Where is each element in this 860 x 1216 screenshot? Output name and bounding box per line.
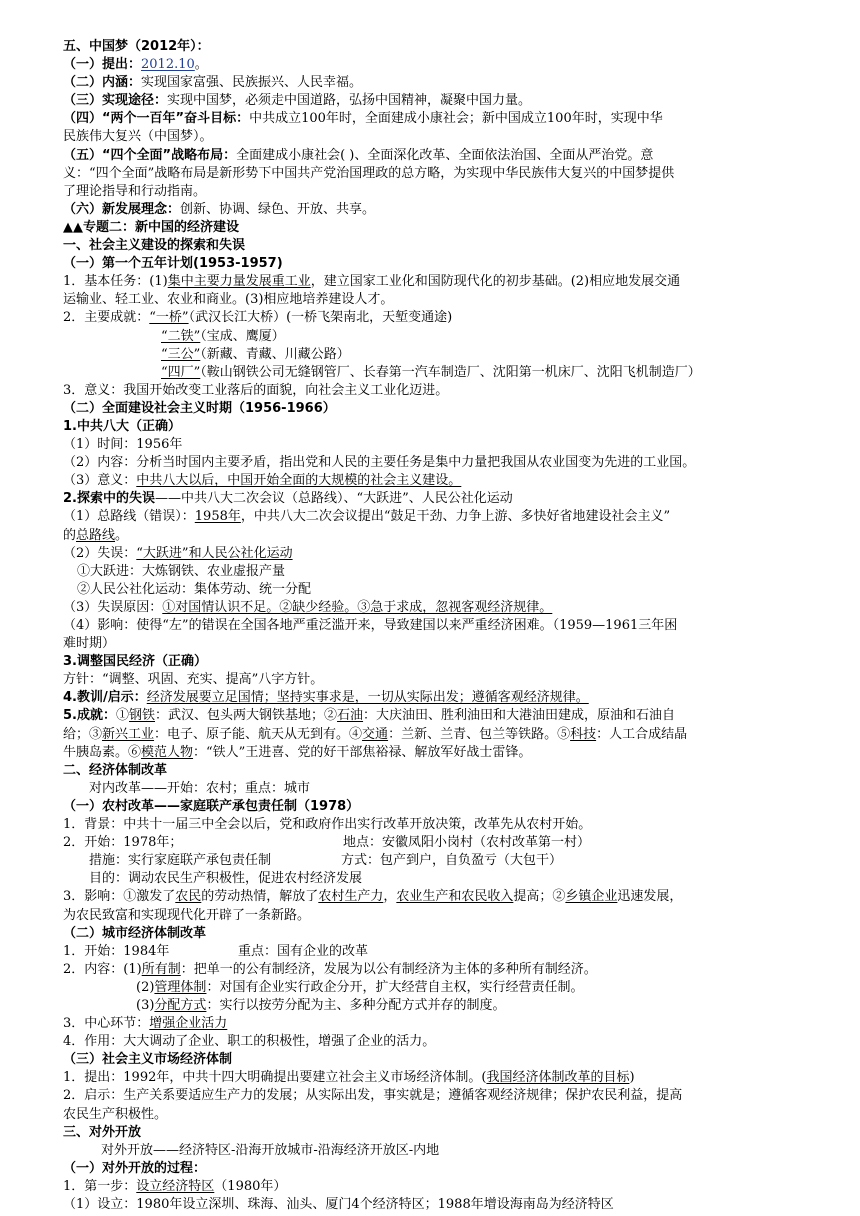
text-fragment: ① bbox=[115, 708, 129, 724]
text-fragment: 提高；② bbox=[513, 889, 566, 905]
reform-subtitle: 对内改革——开始：农村；重点：城市 bbox=[89, 780, 311, 796]
eighth-congress-title: 1.中共八大（正确） bbox=[63, 418, 181, 434]
text-fragment: ：对国有企业实行政企分开，扩大经营自主权，实行经营责任制。 bbox=[206, 979, 584, 995]
china-dream-path bbox=[63, 92, 803, 110]
text-fragment: （鞍山钢铁公司无缝钢管厂、长春第一汽车制造厂、沈阳第一机床厂、沈阳飞机制造厂） bbox=[200, 364, 701, 380]
item-label: （六）新发展理念： bbox=[63, 201, 181, 217]
eighth-congress-content: （2）内容：分析当时国内主要矛盾，指出党和人民的主要任务是集中力量把我国从农业国变为先进的工业国。 bbox=[63, 455, 696, 471]
text-fragment: 给；③ bbox=[63, 726, 103, 742]
text-fragment: 1．开始：1984年 bbox=[63, 943, 170, 959]
item-text: 全面建成小康社会( )、全面深化改革、全面依法治国、全面从严治党。意 bbox=[236, 147, 654, 163]
text-fragment: ：兰新、兰青、包兰等铁路。⑤ bbox=[388, 726, 571, 742]
mistakes-causes bbox=[63, 599, 803, 617]
item-label: （一）提出： bbox=[63, 57, 142, 73]
two-centenary-goals-cont: 民族伟大复兴（中国梦）。 bbox=[63, 129, 213, 145]
general-line-cont bbox=[63, 527, 803, 545]
four-comprehensives-cont: 义：“四个全面”战略布局是新形势下中国共产党治国理政的总方略，为实现中华民族伟大复兴的中国梦提供 bbox=[63, 165, 675, 181]
mistakes-title bbox=[63, 490, 803, 508]
text-fragment: （3）失误原因： bbox=[63, 599, 163, 615]
four-comprehensives-cont: 了理论指导和行动指南。 bbox=[63, 183, 207, 199]
text-fragment: ：“铁人”王进喜、党的好干部焦裕禄、解放军好战士雷锋。 bbox=[193, 744, 532, 760]
text-fragment: 增强企业活力 bbox=[149, 1016, 228, 1032]
opening-sez-established: （1）设立：1980年设立深圳、珠海、汕头、厦门4个经济特区；1988年增设海南岛为经济特区 bbox=[63, 1197, 614, 1212]
two-centenary-goals bbox=[63, 110, 803, 128]
rural-impact bbox=[63, 888, 803, 906]
text-fragment: 1．基本任务：(1) bbox=[63, 274, 168, 290]
urban-content-management bbox=[63, 979, 803, 997]
text-fragment: (2) bbox=[136, 979, 155, 995]
achievements-cont bbox=[63, 726, 803, 744]
text-fragment: 1958年 bbox=[194, 509, 241, 525]
proposed-date: 2012.10 bbox=[141, 57, 195, 73]
text-fragment: 。 bbox=[115, 527, 129, 543]
text-fragment: （1980年） bbox=[214, 1178, 287, 1194]
mistakes-impact: （4）影响：使得“左”的错误在全国各地严重泛滥开来，导致建国以来严重经济困难。（1959—1961三年困 bbox=[63, 618, 678, 633]
text-fragment: “四厂” bbox=[161, 364, 201, 380]
text-fragment: 中共八大以后，中国开始全面的大规模的社会主义建设。 bbox=[136, 473, 462, 489]
section-heading: 三、对外开放 bbox=[63, 1124, 142, 1140]
item-text: 中共成立100年时，全面建成小康社会；新中国成立100年时，实现中华 bbox=[249, 111, 663, 127]
text-fragment: ①对国情认识不足。②缺少经验。③急于求成，忽视客观经济规律。 bbox=[162, 599, 553, 615]
text-fragment: 所有制 bbox=[141, 961, 181, 977]
text-fragment: ：电子、原子能、航天从无到有。④ bbox=[154, 726, 363, 742]
text-fragment: 2．内容：(1) bbox=[63, 961, 142, 977]
rural-impact-cont: 为农民致富和实现现代化开辟了一条新路。 bbox=[63, 907, 311, 923]
opening-subtitle: 对外开放——经济特区-沿海开放城市-沿海经济开放区-内地 bbox=[101, 1142, 440, 1158]
text-fragment: 交通 bbox=[362, 726, 389, 742]
text-fragment: 农村生产力 bbox=[318, 889, 384, 905]
text-fragment: 钢铁 bbox=[129, 708, 156, 724]
text-fragment: ：武汉、包头两大钢铁基地；② bbox=[155, 708, 338, 724]
adjust-economy-policy: 方针：“调整、巩固、充实、提高”八字方针。 bbox=[63, 672, 324, 688]
great-leap-forward: ①大跃进：大炼钢铁、农业虚报产量 bbox=[77, 563, 286, 579]
item-label: （三）实现途径： bbox=[63, 93, 168, 109]
eighth-congress-time: （1）时间：1956年 bbox=[63, 437, 183, 453]
text-fragment: 3．中心环节： bbox=[63, 1016, 150, 1032]
opening-step-one bbox=[63, 1178, 803, 1196]
rural-start bbox=[63, 834, 803, 852]
market-lesson-cont: 农民生产积极性。 bbox=[63, 1106, 168, 1122]
text-fragment: 4.教训/启示： bbox=[63, 690, 147, 706]
subsection-heading: （一）第一个五年计划(1953-1957) bbox=[63, 256, 283, 272]
china-dream-proposed bbox=[63, 56, 803, 74]
urban-content-ownership bbox=[63, 961, 803, 979]
text-fragment: 1．提出：1992年，中共十四大明确提出要建立社会主义市场经济体制。( bbox=[63, 1070, 487, 1086]
text-fragment: ：把单一的公有制经济，发展为以公有制经济为主体的多种所有制经济。 bbox=[180, 961, 597, 977]
text-fragment: 。 bbox=[194, 57, 208, 73]
text-fragment: ) bbox=[629, 1070, 635, 1086]
text-fragment: 2.探索中的失误 bbox=[63, 491, 155, 507]
urban-core bbox=[63, 1015, 803, 1033]
fyp-achievement-factory bbox=[63, 364, 803, 382]
text-fragment: 模范人物 bbox=[141, 744, 194, 760]
text-fragment: 分配方式 bbox=[154, 997, 207, 1013]
peoples-commune: ②人民公社化运动：集体劳动、统一分配 bbox=[77, 581, 312, 597]
text-fragment: 措施：实行家庭联产承包责任制 bbox=[89, 853, 272, 869]
market-economy-title: （三）社会主义市场经济体制 bbox=[63, 1052, 233, 1068]
rural-background: 1．背景：中共十一届三中全会以后，党和政府作出实行改革开放决策，改革先从农村开始。 bbox=[63, 817, 592, 833]
rural-measures bbox=[63, 852, 803, 870]
item-text: 实现中国梦，必须走中国道路，弘扬中国精神，凝聚中国力量。 bbox=[167, 93, 532, 109]
text-fragment: ：人工合成结晶 bbox=[596, 726, 688, 742]
text-fragment: 迅速发展， bbox=[617, 889, 683, 905]
urban-effect: 4．作用：大大调动了企业、职工的积极性，增强了企业的活力。 bbox=[63, 1034, 436, 1050]
text-fragment: （宝成、鹰厦） bbox=[200, 328, 285, 344]
text-fragment: （1）总路线（错误）： bbox=[63, 509, 195, 525]
text-fragment: 农业生产和农民收入 bbox=[396, 889, 514, 905]
opening-process-title: （一）对外开放的过程： bbox=[63, 1160, 207, 1176]
text-fragment: 经济发展要立足国情；坚持实事求是，一切从实际出发；遵循客观经济规律。 bbox=[146, 690, 589, 706]
achievements-cont bbox=[63, 744, 803, 762]
item-text: 实现国家富强、民族振兴、人民幸福。 bbox=[141, 75, 363, 91]
text-fragment: ——中共八大二次会议（总路线）、“大跃进”、人民公社化运动 bbox=[154, 491, 513, 507]
text-fragment: 农民 bbox=[175, 889, 202, 905]
lessons bbox=[63, 689, 803, 707]
text-fragment: 集中主要力量发展重工业 bbox=[167, 274, 311, 290]
text-fragment: “一桥” bbox=[149, 310, 189, 326]
text-fragment: （3）意义： bbox=[63, 473, 137, 489]
text-fragment: (3) bbox=[136, 997, 155, 1013]
eighth-congress-meaning bbox=[63, 472, 803, 490]
document-page bbox=[63, 38, 803, 1214]
text-fragment: 石油 bbox=[337, 708, 364, 724]
china-dream-connotation bbox=[63, 74, 803, 92]
fyp-task-cont: 运输业、轻工业、农业和商业。(3)相应地培养建设人才。 bbox=[63, 292, 394, 308]
fyp-task bbox=[63, 273, 803, 291]
text-fragment: “三公” bbox=[161, 346, 201, 362]
market-lesson: 2．启示：生产关系要适应生产力的发展；从实际出发，事实就是；遵循客观经济规律；保护农民利益，提高 bbox=[63, 1088, 683, 1104]
text-fragment: 5.成就： bbox=[63, 708, 116, 724]
text-fragment: 3．影响：①激发了 bbox=[63, 889, 176, 905]
fyp-achievement-rail bbox=[63, 328, 803, 346]
market-proposed bbox=[63, 1069, 803, 1087]
text-fragment: 2．开始：1978年； bbox=[63, 835, 183, 851]
text-fragment: ：实行以按劳分配为主、多种分配方式并存的制度。 bbox=[206, 997, 506, 1013]
text-fragment: 的劳动热情，解放了 bbox=[201, 889, 319, 905]
item-label: （二）内涵： bbox=[63, 75, 142, 91]
text-fragment: “二铁” bbox=[161, 328, 201, 344]
text-fragment: （2）失误： bbox=[63, 545, 137, 561]
section-heading: 一、社会主义建设的探索和失误 bbox=[63, 238, 246, 254]
text-fragment: 设立经济特区 bbox=[136, 1178, 215, 1194]
text-fragment: 1．第一步： bbox=[63, 1178, 137, 1194]
item-label: （五）“四个全面”战略布局： bbox=[63, 147, 237, 163]
fyp-significance: 3．意义：我国开始改变工业落后的面貌，向社会主义工业化迈进。 bbox=[63, 382, 449, 398]
urban-content-distribution bbox=[63, 997, 803, 1015]
text-fragment: （武汉长江大桥）(一桥飞架南北，天堑变通途) bbox=[188, 310, 453, 326]
text-fragment: 2．主要成就： bbox=[63, 310, 150, 326]
section-heading-china-dream: 五、中国梦（2012年）： bbox=[63, 39, 210, 54]
general-line bbox=[63, 508, 803, 526]
text-fragment: 管理体制 bbox=[154, 979, 207, 995]
new-development-concepts bbox=[63, 201, 803, 219]
urban-reform-title: （二）城市经济体制改革 bbox=[63, 925, 207, 941]
achievements bbox=[63, 707, 803, 725]
text-fragment: 的 bbox=[63, 527, 77, 543]
section-heading: 二、经济体制改革 bbox=[63, 762, 168, 778]
four-comprehensives bbox=[63, 147, 803, 165]
item-label: （四）“两个一百年”奋斗目标： bbox=[63, 111, 250, 127]
text-fragment: 地点：安徽凤阳小岗村（农村改革第一村） bbox=[343, 835, 591, 851]
text-fragment: ，建立国家工业化和国防现代化的初步基础。(2)相应地发展交通 bbox=[310, 274, 681, 290]
text-fragment: “大跃进”和人民公社化运动 bbox=[136, 545, 293, 561]
adjust-economy-title: 3.调整国民经济（正确） bbox=[63, 654, 207, 670]
mistakes-impact-cont: 难时期） bbox=[63, 636, 116, 652]
rural-reform-title: （一）农村改革——家庭联产承包责任制（1978） bbox=[63, 798, 360, 814]
text-fragment: ，中共八大二次会议提出“鼓足干劲、力争上游、多快好省地建设社会主义” bbox=[240, 509, 671, 525]
text-fragment: 我国经济体制改革的目标 bbox=[486, 1070, 630, 1086]
text-fragment: 牛胰岛素。⑥ bbox=[63, 744, 142, 760]
mistakes-errors bbox=[63, 545, 803, 563]
fyp-achievement-road bbox=[63, 346, 803, 364]
text-fragment: 科技 bbox=[570, 726, 597, 742]
text-fragment: 重点：国有企业的改革 bbox=[238, 943, 369, 959]
fyp-achievement-bridge bbox=[63, 309, 803, 327]
text-fragment: ：大庆油田、胜利油田和大港油田建成，原油和石油自 bbox=[363, 708, 676, 724]
topic-title: ▲▲专题二：新中国的经济建设 bbox=[63, 219, 239, 235]
rural-purpose: 目的：调动农民生产积极性，促进农村经济发展 bbox=[89, 871, 363, 887]
text-fragment: 方式：包产到户，自负盈亏（大包干） bbox=[341, 853, 563, 869]
text-fragment: 总路线 bbox=[76, 527, 116, 543]
urban-start bbox=[63, 943, 803, 961]
text-fragment: ， bbox=[383, 889, 397, 905]
item-text: 创新、协调、绿色、开放、共享。 bbox=[180, 201, 376, 217]
text-fragment: 乡镇企业 bbox=[565, 889, 618, 905]
text-fragment: （新藏、青藏、川藏公路） bbox=[200, 346, 350, 362]
text-fragment: 新兴工业 bbox=[102, 726, 155, 742]
subsection-heading: （二）全面建设社会主义时期（1956-1966） bbox=[63, 400, 336, 416]
